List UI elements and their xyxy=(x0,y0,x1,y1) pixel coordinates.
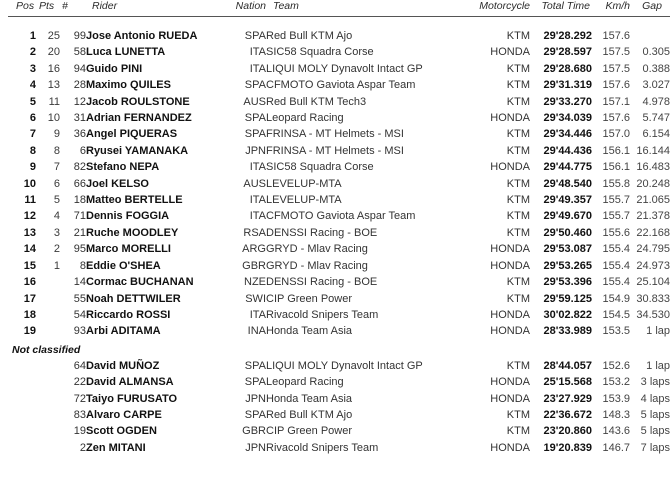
rider-points xyxy=(36,391,60,407)
rider-gap: 0.388 xyxy=(642,62,670,75)
rider-points: 5 xyxy=(53,194,60,207)
rider-team: Red Bull KTM Ajo xyxy=(266,408,353,421)
rider-motorcycle: HONDA xyxy=(490,392,530,405)
rider-team: CIP Green Power xyxy=(266,292,353,305)
rider-speed: 157.6 xyxy=(602,79,630,92)
rider-position xyxy=(8,391,36,407)
rider-team: SIC58 Squadra Corse xyxy=(266,46,374,59)
rider-number: 94 xyxy=(73,62,86,75)
table-row[interactable] xyxy=(8,307,670,323)
rider-position xyxy=(8,407,36,423)
rider-points: 8 xyxy=(53,144,60,157)
rider-team: CFMOTO Gaviota Aspar Team xyxy=(266,79,416,92)
rider-speed: 146.7 xyxy=(602,441,630,454)
rider-name: Matteo BERTELLE xyxy=(86,194,183,207)
rider-nation: NZE xyxy=(244,276,266,289)
rider-position: 1 xyxy=(29,30,36,42)
rider-team: LEVELUP-MTA xyxy=(266,194,342,207)
rider-name: Jose Antonio RUEDA xyxy=(86,30,198,42)
table-row[interactable] xyxy=(8,358,670,374)
table-row[interactable] xyxy=(8,94,670,110)
rider-name: Arbi ADITAMA xyxy=(86,325,161,338)
rider-team: Leopard Racing xyxy=(266,112,344,125)
rider-speed: 157.1 xyxy=(602,95,630,108)
rider-nation: SPA xyxy=(244,79,266,92)
rider-points: 7 xyxy=(53,161,60,174)
rider-motorcycle: HONDA xyxy=(490,161,530,174)
rider-number: 8 xyxy=(79,259,86,272)
rider-motorcycle: KTM xyxy=(506,276,530,289)
rider-speed: 148.3 xyxy=(602,408,630,421)
rider-motorcycle: KTM xyxy=(506,194,530,207)
rider-motorcycle: HONDA xyxy=(490,441,530,454)
rider-gap: 5 laps xyxy=(640,425,670,438)
rider-number: 66 xyxy=(73,177,86,190)
rider-speed: 155.4 xyxy=(602,259,630,272)
column-header-rider[interactable]: Rider xyxy=(86,0,228,17)
rider-gap: 30.833 xyxy=(636,292,670,305)
rider-points: 13 xyxy=(47,79,60,92)
rider-points: 6 xyxy=(53,177,60,190)
rider-gap: 4.978 xyxy=(642,95,670,108)
rider-points: 1 xyxy=(53,259,60,272)
table-row[interactable] xyxy=(8,407,670,423)
column-header-total-time[interactable]: Total Time xyxy=(530,0,592,17)
rider-name: Ryusei YAMANAKA xyxy=(86,144,189,157)
section-not-classified xyxy=(8,340,670,358)
rider-position: 18 xyxy=(23,308,36,321)
rider-speed: 153.2 xyxy=(602,376,630,389)
rider-position: 16 xyxy=(23,276,36,289)
rider-nation: ITA xyxy=(249,46,266,59)
rider-points: 16 xyxy=(47,62,60,75)
table-row[interactable] xyxy=(8,61,670,77)
rider-speed: 156.1 xyxy=(602,161,630,174)
rider-number: 58 xyxy=(73,46,86,59)
rider-motorcycle: KTM xyxy=(506,292,530,305)
rider-team: CFMOTO Gaviota Aspar Team xyxy=(266,210,416,223)
rider-motorcycle: KTM xyxy=(506,144,530,157)
rider-nation: GBR xyxy=(242,259,266,272)
rider-position: 6 xyxy=(29,112,36,125)
table-row[interactable] xyxy=(8,28,670,44)
rider-speed: 157.0 xyxy=(602,128,630,141)
rider-motorcycle: KTM xyxy=(506,128,530,141)
column-header-team[interactable]: Team xyxy=(266,0,456,17)
rider-points xyxy=(36,407,60,423)
rider-position xyxy=(8,423,36,439)
rider-number: 71 xyxy=(73,210,86,223)
rider-team: Rivacold Snipers Team xyxy=(266,441,379,454)
rider-team: GRYD - Mlav Racing xyxy=(266,259,368,272)
rider-total-time: 29'28.292 xyxy=(543,30,592,42)
rider-speed: 156.1 xyxy=(602,144,630,157)
rider-points: 10 xyxy=(47,112,60,125)
rider-team: FRINSA - MT Helmets - MSI xyxy=(266,128,404,141)
rider-position: 15 xyxy=(23,259,36,272)
rider-team: DENSSI Racing - BOE xyxy=(266,226,378,239)
rider-team: Honda Team Asia xyxy=(266,325,353,338)
rider-nation: INA xyxy=(247,325,266,338)
rider-motorcycle: HONDA xyxy=(490,243,530,256)
rider-speed: 155.4 xyxy=(602,276,630,289)
rider-total-time: 29'49.357 xyxy=(543,194,592,207)
rider-name: Dennis FOGGIA xyxy=(86,210,170,223)
section-label-not-classified: Not classified xyxy=(12,343,81,356)
rider-gap: 22.168 xyxy=(636,226,670,239)
table-row[interactable] xyxy=(8,176,670,192)
rider-gap: 16.483 xyxy=(636,161,670,174)
rider-motorcycle: KTM xyxy=(506,79,530,92)
rider-speed: 153.9 xyxy=(602,392,630,405)
rider-number: 12 xyxy=(73,95,86,108)
rider-name: Adrian FERNANDEZ xyxy=(86,112,192,125)
rider-points: 4 xyxy=(53,210,60,223)
rider-motorcycle: KTM xyxy=(506,226,530,239)
table-header xyxy=(8,0,670,17)
rider-speed: 155.7 xyxy=(602,194,630,207)
rider-total-time: 29'53.087 xyxy=(543,243,592,256)
rider-points xyxy=(36,423,60,439)
rider-motorcycle: KTM xyxy=(506,30,530,42)
rider-team: Red Bull KTM Tech3 xyxy=(266,95,367,108)
rider-total-time: 29'44.436 xyxy=(543,144,592,157)
rider-motorcycle: KTM xyxy=(506,95,530,108)
rider-nation: AUS xyxy=(243,177,266,190)
rider-speed: 157.6 xyxy=(602,112,630,125)
rider-position xyxy=(8,358,36,374)
rider-team: LIQUI MOLY Dynavolt Intact GP xyxy=(266,62,423,75)
rider-number: 72 xyxy=(73,392,86,405)
rider-total-time: 29'34.039 xyxy=(543,112,592,125)
rider-gap: 4 laps xyxy=(640,392,670,405)
rider-points xyxy=(36,358,60,374)
rider-speed: 155.7 xyxy=(602,210,630,223)
rider-nation: JPN xyxy=(245,392,266,405)
rider-gap: 21.065 xyxy=(636,194,670,207)
rider-points xyxy=(36,440,60,456)
rider-name: Eddie O'SHEA xyxy=(86,259,161,272)
rider-name: Taiyo FURUSATO xyxy=(86,392,178,405)
rider-motorcycle: KTM xyxy=(506,210,530,223)
rider-position: 17 xyxy=(23,292,36,305)
rider-total-time: 29'31.319 xyxy=(543,79,592,92)
rider-number: 93 xyxy=(73,325,86,338)
rider-total-time: 25'15.568 xyxy=(543,376,592,389)
rider-motorcycle: KTM xyxy=(506,62,530,75)
rider-number: 22 xyxy=(73,376,86,389)
rider-total-time: 29'53.265 xyxy=(543,259,592,272)
rider-position: 19 xyxy=(23,325,36,338)
rider-gap: 21.378 xyxy=(636,210,670,223)
table-row[interactable] xyxy=(8,110,670,126)
rider-speed: 154.9 xyxy=(602,292,630,305)
rider-team: GRYD - Mlav Racing xyxy=(266,243,368,256)
table-row[interactable] xyxy=(8,323,670,339)
rider-name: Alvaro CARPE xyxy=(86,408,162,421)
rider-gap: 3 laps xyxy=(640,376,670,389)
rider-gap: 0.305 xyxy=(642,46,670,59)
rider-total-time: 19'20.839 xyxy=(543,441,592,454)
rider-nation: SPA xyxy=(244,30,266,42)
rider-motorcycle: KTM xyxy=(506,425,530,438)
rider-position: 7 xyxy=(29,128,36,141)
rider-name: Zen MITANI xyxy=(86,441,146,454)
rider-nation: AUS xyxy=(243,95,266,108)
rider-nation: JPN xyxy=(245,144,266,157)
rider-position: 3 xyxy=(29,62,36,75)
table-row[interactable] xyxy=(8,44,670,60)
rider-name: Ruche MOODLEY xyxy=(86,226,179,239)
rider-team: Rivacold Snipers Team xyxy=(266,308,379,321)
rider-team: FRINSA - MT Helmets - MSI xyxy=(266,144,404,157)
rider-position: 5 xyxy=(29,95,36,108)
rider-nation: SPA xyxy=(244,376,266,389)
rider-position: 12 xyxy=(23,210,36,223)
rider-team: Honda Team Asia xyxy=(266,392,353,405)
table-row[interactable] xyxy=(8,291,670,307)
rider-speed: 155.6 xyxy=(602,226,630,239)
rider-number: 64 xyxy=(73,359,86,372)
rider-name: Guido PINI xyxy=(86,62,143,75)
rider-gap: 24.973 xyxy=(636,259,670,272)
rider-team: SIC58 Squadra Corse xyxy=(266,161,374,174)
rider-position: 9 xyxy=(29,161,36,174)
rider-position xyxy=(8,374,36,390)
table-row[interactable] xyxy=(8,391,670,407)
rider-number: 21 xyxy=(73,226,86,239)
rider-gap: 1 lap xyxy=(646,359,670,372)
rider-number: 2 xyxy=(79,441,86,454)
rider-total-time: 29'59.125 xyxy=(543,292,592,305)
column-header-motorcycle[interactable]: Motorcycle xyxy=(456,0,530,17)
table-row[interactable] xyxy=(8,440,670,456)
rider-motorcycle: KTM xyxy=(506,408,530,421)
rider-gap: 6.154 xyxy=(642,128,670,141)
rider-name: Cormac BUCHANAN xyxy=(86,276,194,289)
rider-name: Maximo QUILES xyxy=(86,79,171,92)
rider-number: 54 xyxy=(73,308,86,321)
rider-total-time: 28'44.057 xyxy=(543,359,592,372)
table-row[interactable] xyxy=(8,126,670,142)
rider-number: 18 xyxy=(73,194,86,207)
rider-number: 83 xyxy=(73,408,86,421)
table-row[interactable] xyxy=(8,374,670,390)
rider-number: 82 xyxy=(73,161,86,174)
rider-number: 28 xyxy=(73,79,86,92)
rider-nation: ITA xyxy=(249,62,266,75)
column-header-pts[interactable]: Pts xyxy=(36,0,60,17)
rider-speed: 154.5 xyxy=(602,308,630,321)
rider-total-time: 29'48.540 xyxy=(543,177,592,190)
table-row[interactable] xyxy=(8,159,670,175)
rider-name: David MUÑOZ xyxy=(86,359,160,372)
rider-total-time: 29'28.597 xyxy=(543,46,592,59)
rider-motorcycle: HONDA xyxy=(490,259,530,272)
rider-name: Luca LUNETTA xyxy=(86,46,166,59)
rider-name: Scott OGDEN xyxy=(86,425,157,438)
rider-gap: 25.104 xyxy=(636,276,670,289)
table-row[interactable] xyxy=(8,225,670,241)
rider-motorcycle: HONDA xyxy=(490,46,530,59)
rider-gap: 20.248 xyxy=(636,177,670,190)
rider-gap: 3.027 xyxy=(642,79,670,92)
rider-number: 95 xyxy=(73,243,86,256)
header-spacer xyxy=(8,17,670,29)
rider-nation: SWI xyxy=(245,292,266,305)
table-body xyxy=(8,17,670,457)
rider-nation: SPA xyxy=(244,112,266,125)
rider-name: Marco MORELLI xyxy=(86,243,171,256)
rider-team: CIP Green Power xyxy=(266,425,353,438)
rider-team: Leopard Racing xyxy=(266,376,344,389)
rider-nation: RSA xyxy=(243,226,266,239)
table-row[interactable] xyxy=(8,274,670,290)
rider-speed: 157.6 xyxy=(602,30,630,42)
table-row[interactable] xyxy=(8,143,670,159)
rider-name: David ALMANSA xyxy=(86,376,174,389)
rider-position: 2 xyxy=(29,46,36,59)
table-row[interactable] xyxy=(8,258,670,274)
rider-position: 14 xyxy=(23,243,36,256)
rider-speed: 157.5 xyxy=(602,62,630,75)
rider-team: LEVELUP-MTA xyxy=(266,177,342,190)
column-header-speed[interactable]: Km/h xyxy=(592,0,630,17)
rider-gap: 7 laps xyxy=(640,441,670,454)
rider-nation: JPN xyxy=(245,441,266,454)
rider-gap: 1 lap xyxy=(646,325,670,338)
rider-position: 11 xyxy=(24,194,36,207)
table-row[interactable] xyxy=(8,77,670,93)
rider-team: DENSSI Racing - BOE xyxy=(266,276,378,289)
rider-points: 2 xyxy=(53,243,60,256)
rider-nation: ITA xyxy=(249,194,266,207)
rider-points xyxy=(36,323,60,339)
rider-points xyxy=(36,274,60,290)
rider-gap: 5 laps xyxy=(640,408,670,421)
rider-speed: 155.8 xyxy=(602,177,630,190)
rider-gap: 5.747 xyxy=(642,112,670,125)
rider-name: Jacob ROULSTONE xyxy=(86,95,190,108)
column-header-number[interactable]: # xyxy=(60,0,86,17)
rider-nation: GBR xyxy=(242,425,266,438)
rider-position: 10 xyxy=(23,177,36,190)
rider-speed: 143.6 xyxy=(602,425,630,438)
column-header-pos[interactable]: Pos xyxy=(8,0,36,17)
rider-total-time: 23'27.929 xyxy=(543,392,592,405)
rider-position: 4 xyxy=(29,79,36,92)
rider-gap: 24.795 xyxy=(636,243,670,256)
rider-total-time: 28'33.989 xyxy=(543,325,592,338)
rider-speed: 153.5 xyxy=(602,325,630,338)
rider-nation: SPA xyxy=(244,128,266,141)
rider-total-time: 29'49.670 xyxy=(543,210,592,223)
rider-points xyxy=(36,374,60,390)
table-row[interactable] xyxy=(8,423,670,439)
rider-motorcycle: KTM xyxy=(506,177,530,190)
rider-team: LIQUI MOLY Dynavolt Intact GP xyxy=(266,359,423,372)
rider-number: 99 xyxy=(73,30,86,42)
rider-name: Joel KELSO xyxy=(86,177,149,190)
rider-speed: 157.5 xyxy=(602,46,630,59)
rider-speed: 155.4 xyxy=(602,243,630,256)
rider-total-time: 30'02.822 xyxy=(543,308,592,321)
rider-motorcycle: KTM xyxy=(506,359,530,372)
rider-position: 13 xyxy=(23,226,36,239)
rider-total-time: 29'44.775 xyxy=(543,161,592,174)
rider-gap: 16.144 xyxy=(636,144,670,157)
table-row[interactable] xyxy=(8,241,670,257)
rider-number: 14 xyxy=(73,276,86,289)
rider-total-time: 29'53.396 xyxy=(543,276,592,289)
rider-nation: ITA xyxy=(249,210,266,223)
rider-number: 55 xyxy=(73,292,86,305)
rider-name: Noah DETTWILER xyxy=(86,292,181,305)
rider-nation: ARG xyxy=(242,243,266,256)
rider-motorcycle: HONDA xyxy=(490,308,530,321)
rider-position xyxy=(8,440,36,456)
rider-number: 36 xyxy=(73,128,86,141)
rider-number: 31 xyxy=(73,112,86,125)
rider-total-time: 23'20.860 xyxy=(543,425,592,438)
rider-gap: 34.530 xyxy=(636,308,670,321)
rider-gap xyxy=(630,28,670,44)
rider-points: 11 xyxy=(48,95,60,108)
rider-total-time: 29'28.680 xyxy=(543,62,592,75)
rider-points xyxy=(36,291,60,307)
rider-name: Riccardo ROSSI xyxy=(86,308,171,321)
rider-number: 6 xyxy=(79,144,86,157)
rider-team: Red Bull KTM Ajo xyxy=(266,30,353,42)
rider-total-time: 29'33.270 xyxy=(543,95,592,108)
rider-points: 25 xyxy=(47,30,60,42)
rider-nation: ITA xyxy=(249,308,266,321)
rider-number: 19 xyxy=(73,425,86,438)
rider-nation: SPA xyxy=(244,408,266,421)
rider-name: Angel PIQUERAS xyxy=(86,128,178,141)
rider-nation: SPA xyxy=(244,359,266,372)
rider-name: Stefano NEPA xyxy=(86,161,160,174)
rider-total-time: 22'36.672 xyxy=(543,408,592,421)
rider-motorcycle: HONDA xyxy=(490,325,530,338)
rider-motorcycle: HONDA xyxy=(490,376,530,389)
rider-points xyxy=(36,307,60,323)
rider-motorcycle: HONDA xyxy=(490,112,530,125)
rider-points: 20 xyxy=(47,46,60,59)
rider-points: 3 xyxy=(53,226,60,239)
column-header-gap[interactable]: Gap xyxy=(630,0,670,17)
rider-total-time: 29'34.446 xyxy=(543,128,592,141)
rider-total-time: 29'50.460 xyxy=(543,226,592,239)
column-header-nation[interactable]: Nation xyxy=(228,0,266,17)
table-row[interactable] xyxy=(8,192,670,208)
rider-nation: ITA xyxy=(249,161,266,174)
rider-speed: 152.6 xyxy=(602,359,630,372)
race-results-table xyxy=(8,0,670,456)
rider-position: 8 xyxy=(29,144,36,157)
rider-points: 9 xyxy=(53,128,60,141)
table-row[interactable] xyxy=(8,208,670,224)
